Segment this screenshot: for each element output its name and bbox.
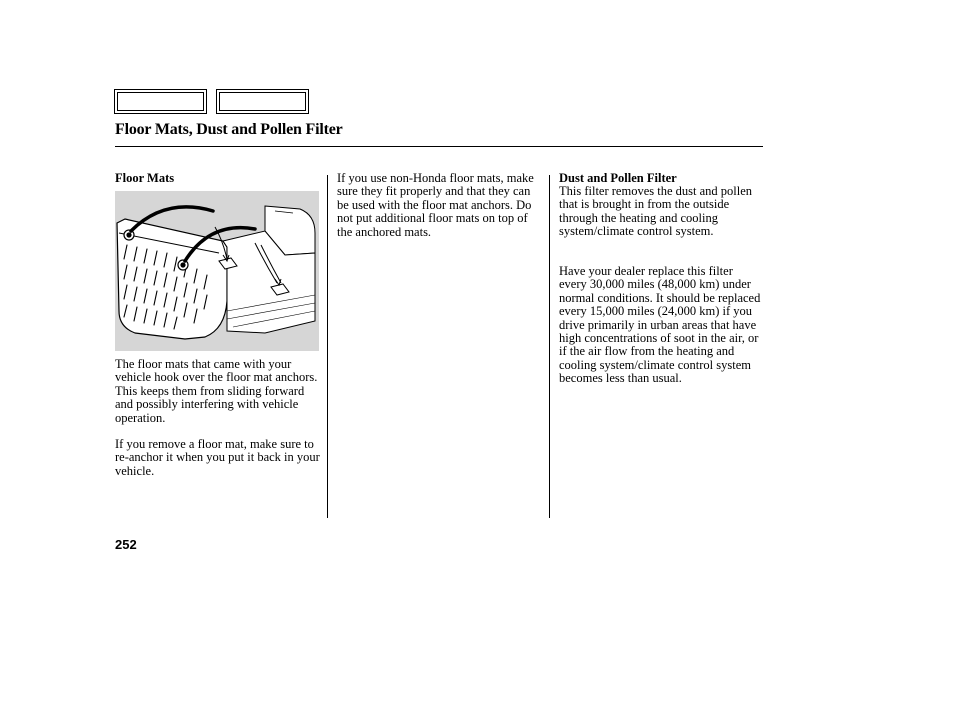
non-honda-mats-paragraph: If you use non-Honda floor mats, make sure they fit properly and that they can be used with the floor mat anchors. Do not put additional floor mats on top of the anchored mats.	[337, 171, 534, 239]
floor-mats-heading: Floor Mats	[115, 171, 175, 185]
page-number: 252	[115, 537, 137, 552]
floor-mat-illustration	[115, 191, 319, 351]
filter-paragraph-1: This filter removes the dust and pollen that is brought in from the outside through the heating and cooling system/climate control system.	[559, 184, 753, 239]
nav-tab-button-2[interactable]	[216, 89, 309, 114]
dust-pollen-filter-heading: Dust and Pollen Filter	[559, 171, 677, 185]
floor-mat-anchor-illustration-icon	[115, 191, 319, 351]
column-divider-2	[549, 175, 550, 518]
floor-mats-paragraph-1: The floor mats that came with your vehicle hook over the floor mat anchors. This keeps them from sliding forward and possibly interfering with vehicle operation.	[115, 357, 318, 425]
floor-mats-paragraph-2: If you remove a floor mat, make sure to re-anchor it when you put it back in your vehicle.	[115, 437, 320, 478]
nav-tab-button-1[interactable]	[114, 89, 207, 114]
column-divider-1	[327, 175, 328, 518]
title-divider	[115, 146, 763, 147]
page-title: Floor Mats, Dust and Pollen Filter	[115, 121, 343, 138]
filter-paragraph-2: Have your dealer replace this filter every 30,000 miles (48,000 km) under normal conditions. It should be replaced every 15,000 miles (24,000 km) if you drive primarily in urban areas that have high concentrations of soot in the air, or if the air flow from the heating and cooling system/climate control system becomes less than usual.	[559, 264, 761, 386]
